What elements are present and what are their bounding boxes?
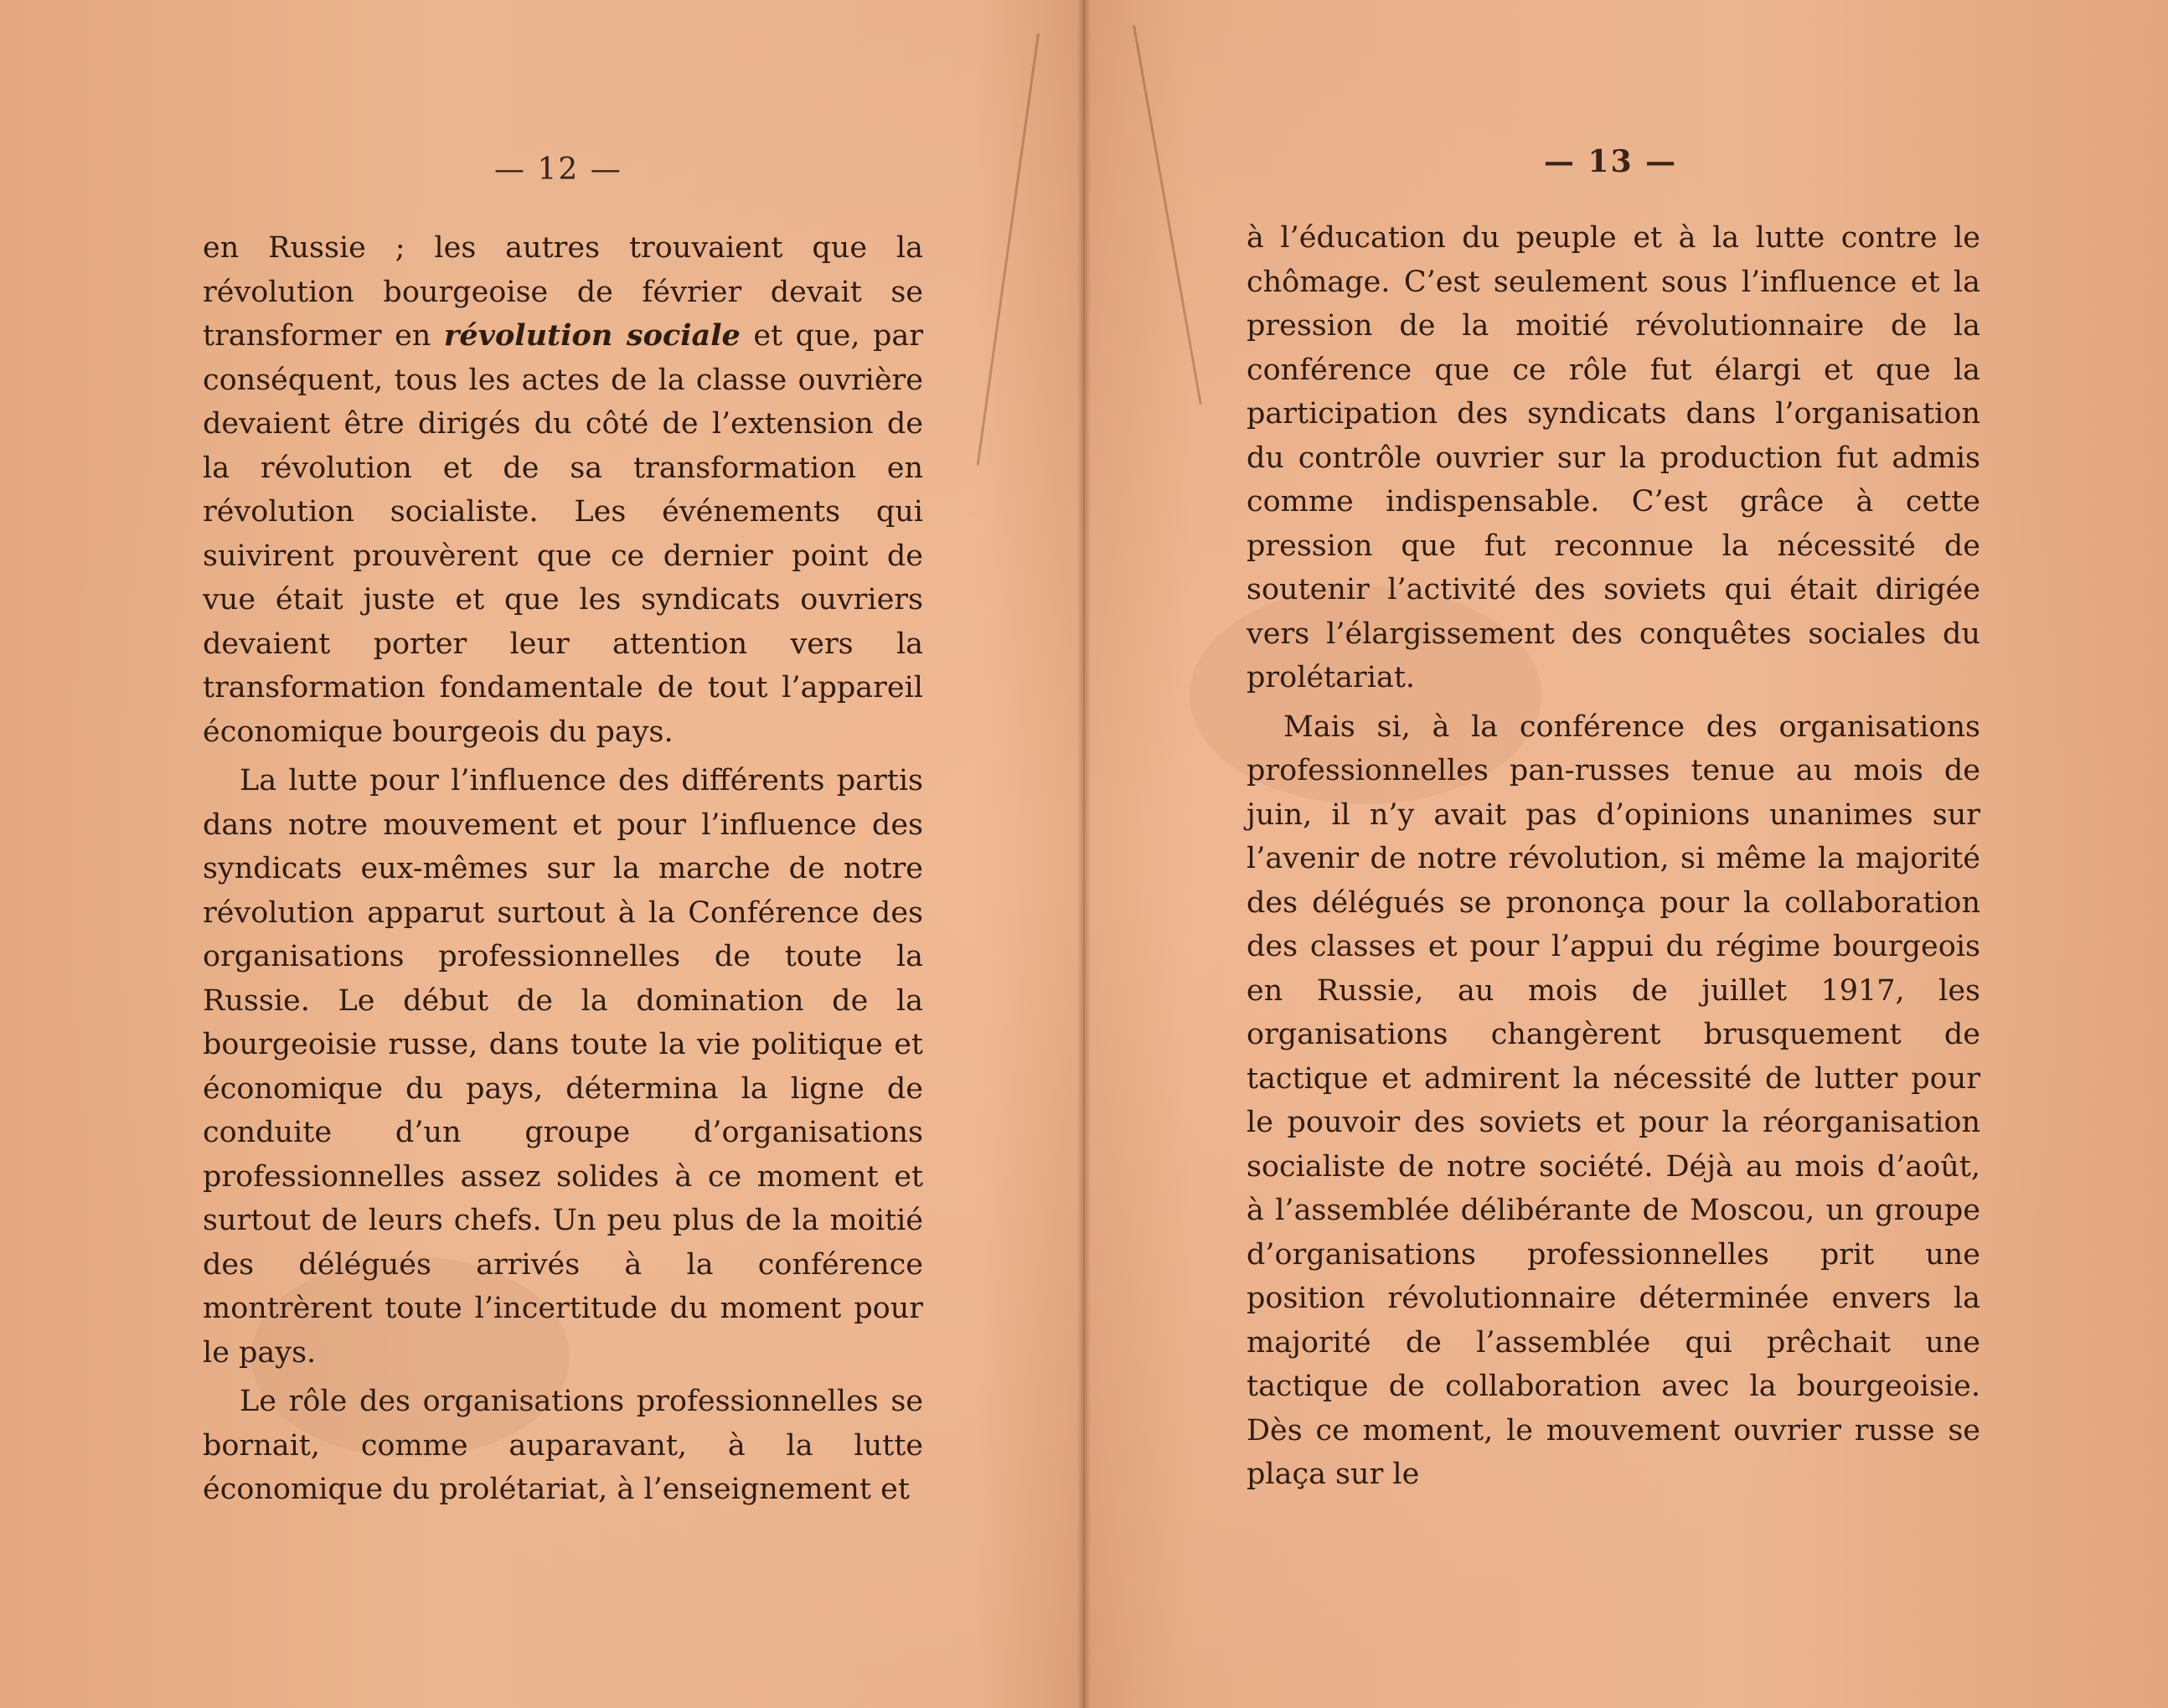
page-body [1247,216,1980,1497]
page-number: — 12 — [494,152,622,187]
paragraph-text: et que, par conséquent, tous les actes de la classe ouvrière devaient être dirigés du côté de l’extension de la révolution et de sa transformation en révolution socialiste. Les événements qui suivirent prouvèrent que ce dernier point de vue était juste et que les syndicats ouvriers devaient porter leur attention vers la transformation fondamentale de tout l’appareil économique bourgeois du pays. [203,319,923,749]
right-page [1087,0,2168,1708]
paragraph: Mais si, à la conférence des organisations professionnelles pan-russes tenue au mois de juin, il n’y avait pas d’opinions unanimes sur l’avenir de notre révolution, si même la majorité des délégués se prononça pour la collaboration des classes et pour l’appui du régime bourgeois en Russie, au mois de juillet 1917, les organisations changèrent brusquement de tactique et admirent la nécessité de lutter pour le pouvoir des soviets et pour la réorganisation socialiste de notre société. Déjà au mois d’août, à l’assemblée délibérante de Moscou, un groupe d’organisations professionnelles prit une position révolutionnaire déterminée envers la majorité de l’assemblée qui prêchait une tactique de collaboration avec la bourgeoisie. Dès ce moment, le mouvement ouvrier russe se plaça sur le [1247,710,1980,1491]
page-body [203,226,923,1512]
paragraph-text: en Russie ; les autres trouvaient que la révolution bourgeoise de février devait se transformer en [203,231,923,353]
paragraph: Le rôle des organisations professionnelles se bornait, comme auparavant, à la lutte économique du prolétariat, à l’enseignement et [203,1385,923,1506]
page-number: — 13 — [1544,144,1678,179]
left-page [0,0,1081,1708]
emphasis-text: révolution sociale [443,318,741,353]
paragraph: La lutte pour l’influence des différents partis dans notre mouvement et pour l’influence des syndicats eux-mêmes sur la marche de notre révolution apparut surtout à la Conférence des organisations professionnelles de toute la Russie. Le début de la domination de la bourgeoisie russe, dans toute la vie politique et économique du pays, détermina la ligne de conduite d’un groupe d’organisations professionnelles assez solides à ce moment et surtout de leurs chefs. Un peu plus de la moitié des délégués arrivés à la conférence montrèrent toute l’incertitude du moment pour le pays. [203,764,923,1370]
paragraph [203,226,923,754]
paragraph: à l’éducation du peuple et à la lutte contre le chômage. C’est seulement sous l’influence et la pression de la moitié révolutionnaire de la conférence que ce rôle fut élargi et que la participation des syndicats dans l’organisation du contrôle ouvrier sur la production fut admis comme indispensable. C’est grâce à cette pression que fut reconnue la nécessité de soutenir l’activité des soviets qui était dirigée vers l’élargissement des conquêtes sociales du prolétariat. [1247,221,1980,694]
